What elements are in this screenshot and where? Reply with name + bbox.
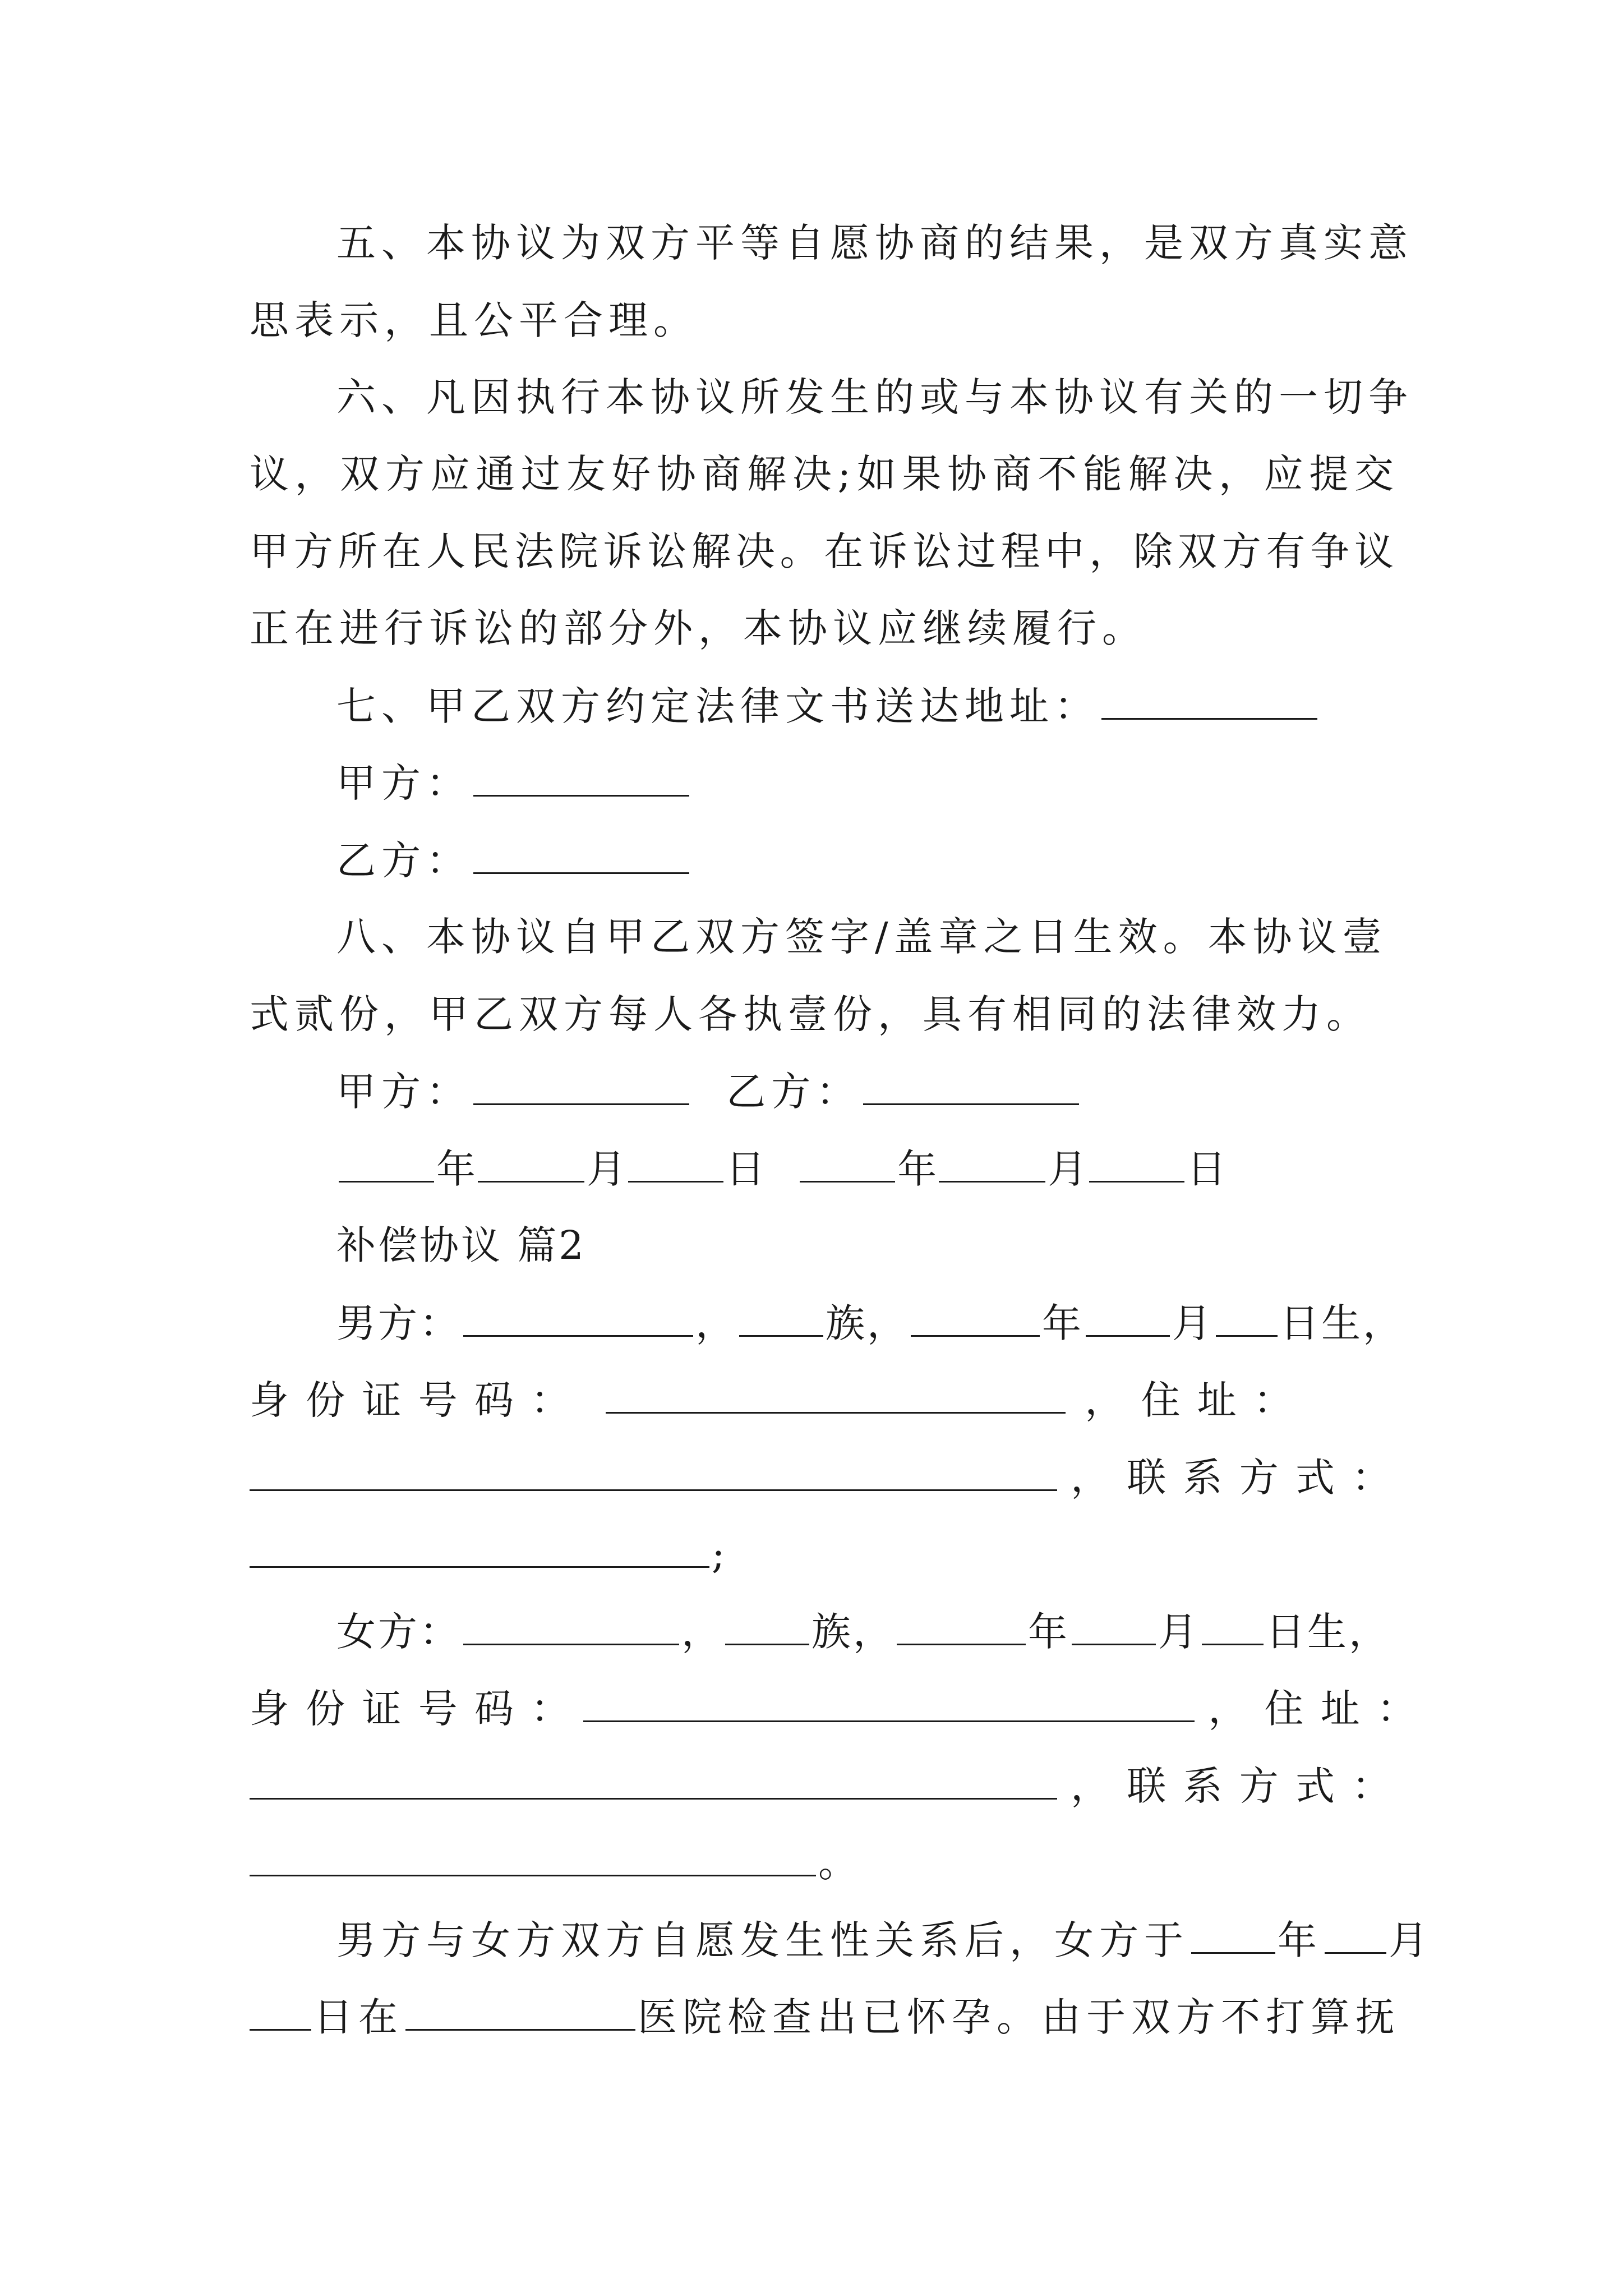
pregnancy-line-1 — [336, 1913, 1433, 1967]
female-id-line — [250, 1681, 1419, 1735]
blank-line — [1089, 1142, 1184, 1182]
male-label: 男方： — [336, 1300, 461, 1346]
blank-line — [583, 1681, 1195, 1722]
year-text: 年 — [1028, 1609, 1069, 1655]
blank-line — [863, 1064, 1079, 1105]
signature-line — [336, 1064, 1394, 1118]
month-text: 月 — [1389, 1917, 1433, 1963]
blank-line — [250, 1759, 1057, 1800]
paragraph-line: 甲方所在人民法院诉讼解决。在诉讼过程中，除双方有争议 — [250, 528, 1394, 574]
paragraph-line: 六、凡因执行本协议所发生的或与本协议有关的一切争 — [336, 374, 1413, 420]
blank-line — [405, 1990, 635, 2031]
party-a-address — [336, 756, 1394, 809]
year-text: 年 — [436, 1146, 476, 1192]
blank-line — [1191, 1913, 1275, 1954]
female-label: 女方： — [336, 1609, 461, 1655]
blank-line — [1202, 1604, 1264, 1645]
party-a-sign-label: 甲方： — [336, 1069, 471, 1115]
blank-line — [939, 1142, 1045, 1182]
male-address-line — [250, 1450, 1394, 1504]
blank-line — [628, 1142, 723, 1182]
paragraph-line: 思表示，且公平合理。 — [250, 297, 698, 343]
born-text: 日生， — [1280, 1300, 1404, 1346]
blank-line — [463, 1296, 693, 1337]
month-text: 月 — [1172, 1300, 1214, 1346]
paragraph-line: 议，双方应通过友好协商解决;如果协商不能解决，应提交 — [250, 451, 1394, 497]
blank-line — [725, 1604, 809, 1645]
address-clause — [336, 679, 1394, 733]
female-contact-line — [250, 1835, 1394, 1889]
party-b-label: 乙方： — [336, 838, 471, 884]
ethnic-text: 族， — [826, 1300, 909, 1346]
male-id-label: 身 份 证 号 码 ： — [250, 1377, 573, 1423]
ethnic-text: 族， — [811, 1609, 895, 1655]
year-text: 年 — [1278, 1917, 1322, 1963]
pregnancy-line-2 — [250, 1990, 1400, 2044]
party-b-address — [336, 833, 1394, 887]
blank-line — [800, 1142, 895, 1182]
blank-line — [1086, 1296, 1170, 1337]
female-address-line — [250, 1759, 1394, 1812]
female-info-line — [336, 1604, 1394, 1658]
period-text: 。 — [818, 1840, 863, 1886]
date-line — [336, 1142, 1394, 1195]
male-address-label: ， 住 址 ： — [1085, 1377, 1295, 1423]
blank-line — [463, 1604, 679, 1645]
female-address-label: ， 住 址 ： — [1208, 1686, 1419, 1732]
comma-text: ， — [695, 1300, 737, 1346]
blank-line — [250, 1990, 311, 2031]
blank-line — [250, 1450, 1057, 1491]
party-b-sign-label: 乙方： — [726, 1069, 861, 1115]
semicolon-text: ; — [712, 1531, 731, 1577]
paragraph-line: 五、本协议为双方平等自愿协商的结果，是双方真实意 — [336, 220, 1413, 266]
blank-line — [897, 1604, 1026, 1645]
paragraph-line: 正在进行诉讼的部分外，本协议应继续履行。 — [250, 605, 1147, 651]
pregnancy-text: 男方与女方双方自愿发生性关系后，女方于 — [336, 1917, 1189, 1963]
blank-line — [339, 1142, 434, 1182]
blank-line — [739, 1296, 823, 1337]
day-text: 日 — [1187, 1146, 1227, 1192]
blank-line — [250, 1527, 709, 1568]
month-text: 月 — [1048, 1146, 1087, 1192]
paragraph-line: 式贰份，甲乙双方每人各执壹份，具有相同的法律效力。 — [250, 991, 1371, 1037]
day-at-text: 日在 — [313, 1994, 403, 2040]
year-text: 年 — [897, 1146, 937, 1192]
paragraph-line: 八、本协议自甲乙双方签字/盖章之日生效。本协议壹 — [336, 914, 1387, 960]
section-title: 补偿协议 篇2 — [336, 1222, 586, 1268]
month-text: 月 — [587, 1146, 626, 1192]
female-contact-label: ， 联 系 方 式 ： — [1071, 1763, 1394, 1809]
male-info-line — [336, 1296, 1404, 1350]
clause-text: 七、甲乙双方约定法律文书送达地址： — [336, 683, 1099, 729]
pregnancy-text: 医院检查出已怀孕。由于双方不打算抚 — [638, 1994, 1400, 2040]
day-text: 日 — [726, 1146, 765, 1192]
year-text: 年 — [1042, 1300, 1083, 1346]
comma-text: ， — [681, 1609, 723, 1655]
blank-line — [473, 756, 689, 797]
party-a-label: 甲方： — [336, 760, 471, 806]
blank-line — [478, 1142, 584, 1182]
blank-line — [606, 1373, 1066, 1414]
blank-line — [1101, 679, 1317, 720]
blank-line — [473, 1064, 689, 1105]
blank-line — [911, 1296, 1040, 1337]
male-contact-line — [250, 1527, 1394, 1581]
blank-line — [473, 833, 689, 874]
blank-line — [1072, 1604, 1156, 1645]
blank-line — [1325, 1913, 1386, 1954]
female-id-label: 身 份 证 号 码 ： — [250, 1686, 573, 1732]
month-text: 月 — [1158, 1609, 1200, 1655]
male-contact-label: ， 联 系 方 式 ： — [1071, 1455, 1394, 1501]
male-id-line — [250, 1373, 1394, 1427]
blank-line — [1216, 1296, 1278, 1337]
born-text: 日生， — [1266, 1609, 1390, 1655]
blank-line — [250, 1835, 816, 1876]
